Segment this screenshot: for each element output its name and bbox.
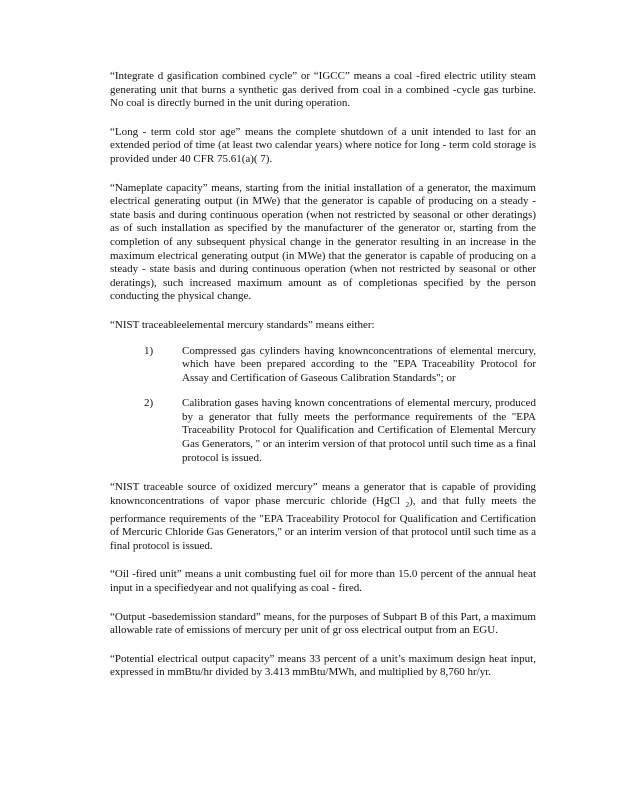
- definition-nameplate-capacity: “Nameplate capacity” means, starting from the initial installation of a generator, the maximum electrical generating output (in MWe) that the generator is capable of producing on a steady -state basis and during continuous operation (when not restricted by seasonal or other deratings) as of such installation as specified by the manufacturer of the generator or, starting from the completion of any subsequent physical change in the generator resulting in an increase in the maximum electrical generating output (in MWe) that the generator is capable of producing on a steady - state basis and during continuous operation (when not restricted by seasonal or other deratings), such increased maximum amount as of completionas specified by the person conducting the physical change.: [110, 181, 536, 303]
- list-item-text: Compressed gas cylinders having knownconcentrations of elemental mercury, which have been prepared according to the "EPA Traceability Protocol for Assay and Certification of Gaseous Calibration Standards"; or: [182, 344, 536, 384]
- oxidized-subscript: 2: [405, 501, 410, 510]
- definition-potential-electrical-output: “Potential electrical output capacity” means 33 percent of a unit’s maximum design heat input, expressed in mmBtu/hr divided by 3.413 mmBtu/MWh, and multiplied by 8,760 hr/yr.: [110, 652, 536, 679]
- list-item-text: Calibration gases having known concentrations of elemental mercury, produced by a generator that fully meets the performance requirements of the "EPA Traceability Protocol for Qualification and Certification of Elemental Mercury Gas Generators, " or an interim version of that protocol until such time as a final protocol is issued.: [182, 397, 536, 464]
- list-item-number: 1): [144, 344, 154, 357]
- list-item-number: 2): [144, 397, 154, 410]
- definition-nist-elemental-mercury: “NIST traceableelemental mercury standards” means either:: [110, 318, 375, 331]
- nist-standards-list: [110, 345, 536, 466]
- definition-nist-oxidized-mercury: [110, 481, 536, 553]
- document-page: [110, 70, 536, 695]
- list-item: [110, 345, 536, 386]
- oxidized-text-start: “NIST traceable source of oxidized mercury” means a generator that is capable of providing knownconcentrations of vapor phase mercuric chloride (HgCl: [110, 481, 536, 507]
- definition-igcc: “Integrate d gasification combined cycle” or “IGCC” means a coal -fired electric utility steam generating unit that burns a synthetic gas derived from coal in a combined -cycle gas turbine. No coal is directly burned in the unit during operation.: [110, 70, 536, 110]
- definition-oil-fired-unit: “Oil -fired unit” means a unit combusting fuel oil for more than 15.0 percent of the annual heat input in a specifiedyear and not qualifying as coal - fired.: [110, 568, 536, 594]
- definition-long-term-cold-storage: “Long - term cold stor age” means the complete shutdown of a unit intended to last for an extended period of time (at least two calendar years) where notice for long - term cold storage is provided under 40 CFR 75.61(a)( 7).: [110, 125, 536, 165]
- definition-output-based-standard: “Output -basedemission standard” means, for the purposes of Subpart B of this Part, a maximum allowable rate of emissions of mercury per unit of gr oss electrical output from an EGU.: [110, 610, 536, 637]
- oxidized-text-end: ), and that fully meets the performance requirements of the "EPA Traceability Protocol for Qualification and Certification of Mercuric Chloride Gas Generators," or an interim version of that protocol until such time as a final protocol is issued.: [110, 494, 536, 552]
- list-item: [110, 397, 536, 465]
